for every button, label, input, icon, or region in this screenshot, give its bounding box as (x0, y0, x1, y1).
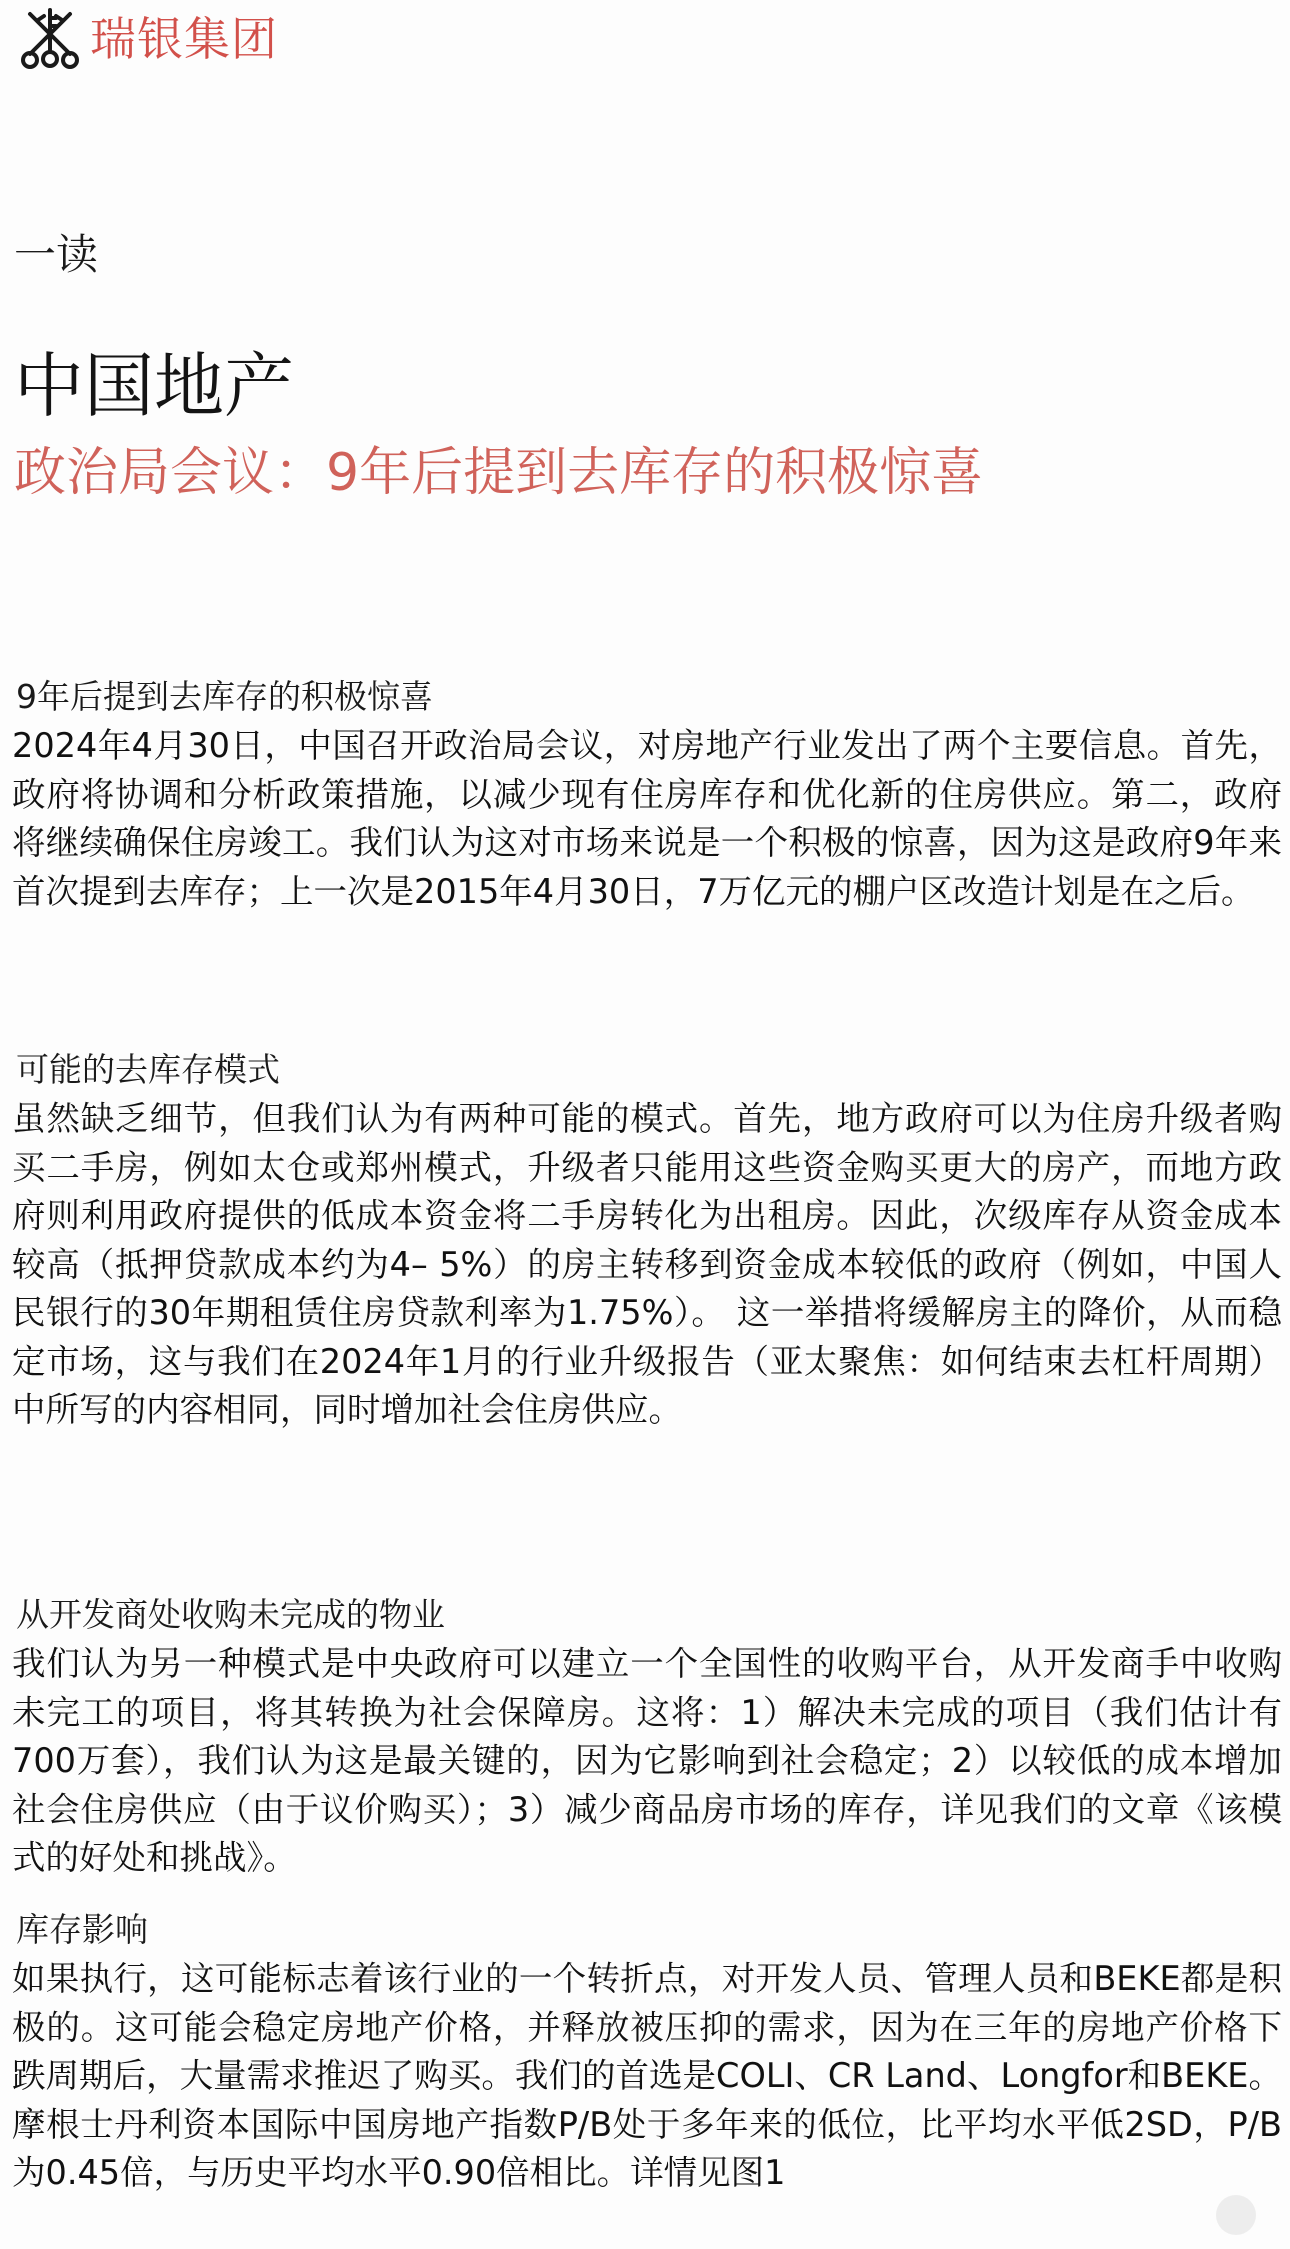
section-body: 如果执行，这可能标志着该行业的一个转折点，对开发人员、管理人员和BEKE都是积极的。这可能会稳定房地产价格，并释放被压抑的需求，因为在三年的房地产价格下跌周期后，大量需求推迟了购买。我们的首选是COLI、CR Land、Longfor和BEKE。摩根士丹利资本国际中国房地产指数P/B处于多年来的低位，比平均水平低2SD，P/B为0.45倍，与历史平均水平0.90倍相比。详情见图1 (12, 1959, 1282, 2192)
section-body: 2024年4月30日，中国召开政治局会议，对房地产行业发出了两个主要信息。首先，政府将协调和分析政策措施，以减少现有住房库存和优化新的住房供应。第二，政府将继续确保住房竣工。我们认为这对市场来说是一个积极的惊喜，因为这是政府9年来首次提到去库存；上一次是2015年4月30日，7万亿元的棚户区改造计划是在之后。 (12, 726, 1282, 911)
keys-logo-icon (18, 6, 82, 72)
section-title: 可能的去库存模式 (16, 1050, 280, 1089)
report-headline: 政治局会议：9年后提到去库存的积极惊喜 (14, 443, 984, 503)
section-body: 虽然缺乏细节，但我们认为有两种可能的模式。首先，地方政府可以为住房升级者购买二手房，例如太仓或郑州模式，升级者只能用这些资金购买更大的房产，而地方政府则利用政府提供的低成本资金将二手房转化为出租房。因此，次级库存从资金成本较高（抵押贷款成本约为4– 5%）的房主转移到资金成本较低的政府（例如，中国人民银行的30年期租赁住房贷款利率为1.75%）。 这一举措将缓解房主的降价，从而稳定市场，这与我们在2024年1月的行业升级报告（亚太聚焦：如何结束去杠杆周期）中所写的内容相同，同时增加社会住房供应。 (12, 1099, 1282, 1429)
section-inventory-impact (12, 1905, 1282, 2198)
sector-title: 中国地产 (14, 345, 294, 427)
brand-name: 瑞银集团 (90, 12, 278, 66)
brand-logo (18, 6, 278, 72)
section-title: 9年后提到去库存的积极惊喜 (16, 677, 433, 716)
section-destocking-surprise (12, 672, 1282, 916)
section-title: 库存影响 (16, 1910, 148, 1949)
kicker-label: 一读 (14, 230, 99, 279)
section-title: 从开发商处收购未完成的物业 (16, 1595, 445, 1634)
section-acquire-unfinished (12, 1590, 1282, 1883)
watermark-icon (1216, 2195, 1256, 2235)
section-destocking-models (12, 1045, 1282, 1435)
section-body: 我们认为另一种模式是中央政府可以建立一个全国性的收购平台，从开发商手中收购未完工的项目，将其转换为社会保障房。这将：1）解决未完成的项目（我们估计有700万套），我们认为这是最关键的，因为它影响到社会稳定；2）以较低的成本增加社会住房供应（由于议价购买）；3）减少商品房市场的库存，详见我们的文章《该模式的好处和挑战》。 (12, 1644, 1282, 1877)
